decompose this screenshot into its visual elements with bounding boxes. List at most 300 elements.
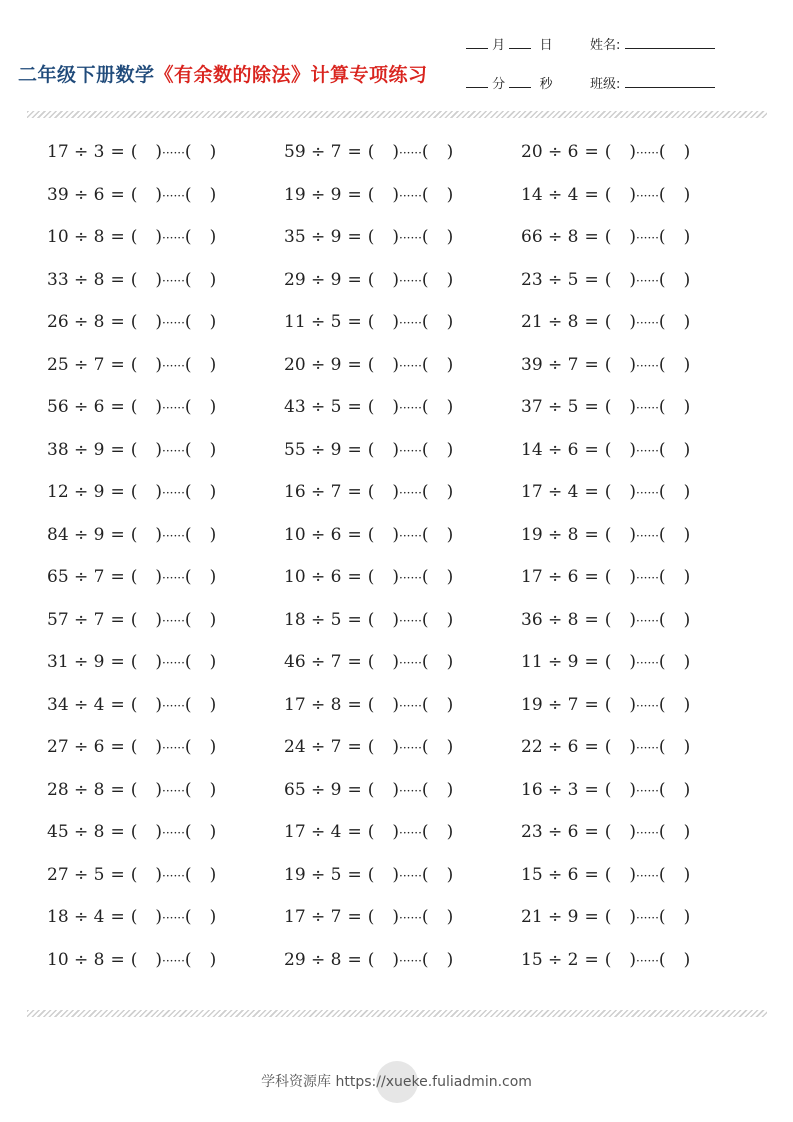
division-expression: 33 ÷ 8 [47,269,105,290]
remainder-dots: ······ [636,273,659,288]
remainder-dots: ······ [399,656,422,670]
division-expression: 16 ÷ 3 [521,779,579,800]
equals-sign: = [110,694,125,715]
quotient-open: ( [604,439,612,460]
quotient-close: ) [629,694,637,715]
remainder-open: ( [421,184,429,205]
quotient-close: ) [392,524,400,545]
problem-row [0,567,793,610]
remainder-open: ( [658,949,666,970]
problem-item [47,822,216,842]
remainder-open: ( [184,567,192,587]
equals-sign: = [110,354,125,375]
problem-item [521,142,690,162]
equals-sign: = [347,949,362,970]
remainder-dots: ······ [636,528,659,543]
problem-item [284,907,453,927]
problem-item [521,865,690,885]
remainder-close: ) [209,142,217,162]
quotient-close: ) [392,822,400,842]
division-expression: 20 ÷ 9 [284,354,342,375]
quotient-close: ) [392,269,400,290]
quotient-close: ) [629,269,637,290]
problem-item [284,780,453,800]
second-blank[interactable] [509,75,531,88]
remainder-dots: ······ [399,273,422,288]
quotient-open: ( [130,354,138,375]
problem-row [0,440,793,483]
remainder-dots: ······ [162,953,185,968]
division-expression: 17 ÷ 8 [284,694,342,715]
problem-row [0,737,793,780]
quotient-open: ( [604,737,612,757]
equals-sign: = [110,184,125,205]
quotient-open: ( [604,482,612,502]
equals-sign: = [584,864,599,885]
remainder-close: ) [209,737,217,757]
equals-sign: = [584,439,599,460]
equals-sign: = [110,737,125,757]
remainder-open: ( [184,439,192,460]
remainder-open: ( [421,227,429,247]
remainder-close: ) [446,567,454,587]
remainder-close: ) [446,609,454,630]
division-expression: 45 ÷ 8 [47,822,105,842]
problem-row [0,227,793,270]
problem-item [284,737,453,757]
equals-sign: = [347,397,362,417]
remainder-close: ) [446,822,454,842]
remainder-open: ( [184,524,192,545]
quotient-open: ( [130,949,138,970]
division-expression: 21 ÷ 9 [521,907,579,927]
problem-item [284,865,453,885]
remainder-dots: ······ [162,613,185,628]
remainder-dots: ······ [636,146,659,160]
quotient-close: ) [629,184,637,205]
remainder-dots: ······ [162,741,185,755]
quotient-open: ( [604,312,612,332]
quotient-open: ( [130,694,138,715]
equals-sign: = [347,184,362,205]
quotient-close: ) [155,822,163,842]
title-grade: 二年级下册数学 [18,64,155,86]
equals-sign: = [110,907,125,927]
division-expression: 19 ÷ 7 [521,694,579,715]
remainder-open: ( [184,482,192,502]
quotient-close: ) [629,524,637,545]
problem-row [0,950,793,993]
quotient-open: ( [130,269,138,290]
remainder-dots: ······ [162,486,185,500]
remainder-open: ( [421,482,429,502]
quotient-close: ) [155,737,163,757]
problem-item [47,907,216,927]
remainder-dots: ······ [162,911,185,925]
remainder-dots: ······ [399,911,422,925]
problem-item [284,397,453,417]
remainder-dots: ······ [162,826,185,840]
problem-item [47,185,216,205]
quotient-close: ) [629,609,637,630]
remainder-dots: ······ [636,443,659,458]
problem-item [521,355,690,375]
equals-sign: = [347,269,362,290]
division-expression: 57 ÷ 7 [47,609,105,630]
problem-row [0,865,793,908]
quotient-open: ( [130,737,138,757]
remainder-close: ) [209,822,217,842]
remainder-open: ( [658,737,666,757]
remainder-open: ( [421,694,429,715]
quotient-close: ) [629,779,637,800]
remainder-open: ( [658,524,666,545]
division-expression: 28 ÷ 8 [47,779,105,800]
day-blank[interactable] [509,36,531,49]
equals-sign: = [110,779,125,800]
remainder-open: ( [184,397,192,417]
remainder-close: ) [209,907,217,927]
second-label: 秒 [539,77,553,92]
problem-item [47,227,216,247]
remainder-close: ) [683,312,691,332]
equals-sign: = [584,822,599,842]
remainder-close: ) [446,652,454,672]
remainder-open: ( [421,439,429,460]
equals-sign: = [347,694,362,715]
division-expression: 26 ÷ 8 [47,312,105,332]
equals-sign: = [584,779,599,800]
remainder-open: ( [658,694,666,715]
division-expression: 37 ÷ 5 [521,397,579,417]
remainder-open: ( [421,652,429,672]
division-expression: 19 ÷ 8 [521,524,579,545]
quotient-close: ) [629,482,637,502]
remainder-dots: ······ [636,868,659,883]
quotient-open: ( [367,737,375,757]
quotient-close: ) [392,482,400,502]
quotient-open: ( [367,482,375,502]
quotient-open: ( [130,864,138,885]
remainder-close: ) [683,652,691,672]
remainder-close: ) [683,269,691,290]
equals-sign: = [110,822,125,842]
quotient-close: ) [629,737,637,757]
division-expression: 17 ÷ 4 [521,482,579,502]
remainder-dots: ······ [162,146,185,160]
quotient-open: ( [367,609,375,630]
remainder-open: ( [658,907,666,927]
remainder-dots: ······ [399,188,422,203]
remainder-close: ) [683,822,691,842]
problem-item [47,525,216,545]
quotient-close: ) [155,567,163,587]
remainder-dots: ······ [636,316,659,330]
problem-item [284,610,453,630]
remainder-open: ( [658,269,666,290]
quotient-open: ( [130,397,138,417]
division-expression: 36 ÷ 8 [521,609,579,630]
remainder-close: ) [446,397,454,417]
division-expression: 19 ÷ 5 [284,864,342,885]
problem-item [47,270,216,290]
quotient-close: ) [155,864,163,885]
problem-item [521,695,690,715]
quotient-open: ( [367,524,375,545]
problem-item [521,950,690,970]
remainder-close: ) [446,864,454,885]
remainder-dots: ······ [636,911,659,925]
remainder-close: ) [446,907,454,927]
quotient-close: ) [392,397,400,417]
bottom-divider [27,1010,767,1017]
problem-item [284,142,453,162]
remainder-dots: ······ [399,868,422,883]
equals-sign: = [110,142,125,162]
month-blank[interactable] [466,36,488,49]
quotient-open: ( [604,354,612,375]
equals-sign: = [110,227,125,247]
remainder-open: ( [421,949,429,970]
problem-item [47,142,216,162]
equals-sign: = [110,397,125,417]
division-expression: 29 ÷ 8 [284,949,342,970]
quotient-close: ) [155,609,163,630]
remainder-dots: ······ [399,571,422,585]
quotient-open: ( [367,184,375,205]
remainder-open: ( [184,184,192,205]
time-line [466,73,553,92]
name-field[interactable] [625,36,715,49]
quotient-open: ( [367,822,375,842]
problem-row [0,780,793,823]
remainder-dots: ······ [399,528,422,543]
remainder-open: ( [658,354,666,375]
remainder-dots: ······ [636,783,659,798]
division-expression: 29 ÷ 9 [284,269,342,290]
division-expression: 15 ÷ 2 [521,949,579,970]
division-expression: 10 ÷ 6 [284,567,342,587]
problem-item [47,397,216,417]
quotient-open: ( [130,822,138,842]
remainder-dots: ······ [162,528,185,543]
equals-sign: = [584,524,599,545]
problem-item [284,185,453,205]
remainder-open: ( [184,779,192,800]
name-label: 姓名: [590,38,621,53]
remainder-close: ) [683,949,691,970]
division-expression: 35 ÷ 9 [284,227,342,247]
quotient-close: ) [155,907,163,927]
remainder-dots: ······ [399,783,422,798]
remainder-dots: ······ [636,698,659,713]
problem-item [47,567,216,587]
quotient-close: ) [392,142,400,162]
division-expression: 27 ÷ 6 [47,737,105,757]
remainder-close: ) [683,397,691,417]
remainder-close: ) [209,439,217,460]
problem-item [47,652,216,672]
worksheet-title [18,60,428,87]
remainder-close: ) [209,227,217,247]
division-expression: 59 ÷ 7 [284,142,342,162]
quotient-close: ) [629,312,637,332]
division-expression: 24 ÷ 7 [284,737,342,757]
division-expression: 65 ÷ 9 [284,779,342,800]
equals-sign: = [584,184,599,205]
remainder-close: ) [209,779,217,800]
problem-item [47,865,216,885]
problem-item [284,312,453,332]
division-expression: 10 ÷ 8 [47,227,105,247]
equals-sign: = [347,227,362,247]
remainder-close: ) [209,482,217,502]
problem-item [47,482,216,502]
remainder-open: ( [421,524,429,545]
quotient-open: ( [604,779,612,800]
equals-sign: = [584,354,599,375]
quotient-open: ( [604,397,612,417]
remainder-close: ) [683,694,691,715]
problem-item [521,567,690,587]
remainder-dots: ······ [636,486,659,500]
remainder-dots: ······ [162,188,185,203]
problem-item [521,610,690,630]
division-expression: 21 ÷ 8 [521,312,579,332]
equals-sign: = [347,524,362,545]
remainder-open: ( [184,864,192,885]
remainder-open: ( [184,822,192,842]
remainder-open: ( [421,864,429,885]
quotient-open: ( [130,142,138,162]
remainder-dots: ······ [162,783,185,798]
quotient-open: ( [604,907,612,927]
division-expression: 19 ÷ 9 [284,184,342,205]
remainder-dots: ······ [399,741,422,755]
division-expression: 17 ÷ 3 [47,142,105,162]
remainder-open: ( [658,822,666,842]
division-expression: 66 ÷ 8 [521,227,579,247]
problem-item [521,907,690,927]
problem-item [284,567,453,587]
remainder-close: ) [446,524,454,545]
problem-row [0,482,793,525]
remainder-open: ( [421,822,429,842]
quotient-open: ( [604,184,612,205]
remainder-close: ) [446,184,454,205]
equals-sign: = [110,864,125,885]
quotient-open: ( [604,864,612,885]
quotient-open: ( [367,907,375,927]
quotient-open: ( [130,907,138,927]
class-field[interactable] [625,75,715,88]
remainder-open: ( [184,949,192,970]
quotient-open: ( [367,949,375,970]
division-expression: 23 ÷ 6 [521,822,579,842]
division-expression: 10 ÷ 6 [284,524,342,545]
remainder-close: ) [446,227,454,247]
quotient-close: ) [392,609,400,630]
division-expression: 14 ÷ 6 [521,439,579,460]
remainder-close: ) [446,439,454,460]
quotient-close: ) [392,737,400,757]
remainder-dots: ······ [636,826,659,840]
remainder-close: ) [209,652,217,672]
equals-sign: = [584,312,599,332]
quotient-open: ( [604,652,612,672]
remainder-dots: ······ [399,316,422,330]
equals-sign: = [347,737,362,757]
problem-row [0,185,793,228]
problem-item [521,312,690,332]
equals-sign: = [347,354,362,375]
quotient-open: ( [367,269,375,290]
quotient-close: ) [629,439,637,460]
remainder-open: ( [421,567,429,587]
problem-row [0,270,793,313]
minute-blank[interactable] [466,75,488,88]
problem-row [0,525,793,568]
equals-sign: = [584,907,599,927]
quotient-open: ( [604,822,612,842]
equals-sign: = [347,864,362,885]
problem-item [521,397,690,417]
quotient-open: ( [130,609,138,630]
quotient-open: ( [130,439,138,460]
remainder-close: ) [446,949,454,970]
problem-item [47,355,216,375]
equals-sign: = [110,524,125,545]
division-expression: 22 ÷ 6 [521,737,579,757]
division-expression: 18 ÷ 5 [284,609,342,630]
quotient-open: ( [604,524,612,545]
quotient-close: ) [155,949,163,970]
remainder-open: ( [658,652,666,672]
division-expression: 17 ÷ 7 [284,907,342,927]
remainder-dots: ······ [636,231,659,245]
quotient-open: ( [367,439,375,460]
quotient-close: ) [392,949,400,970]
equals-sign: = [584,142,599,162]
remainder-dots: ······ [636,571,659,585]
division-expression: 31 ÷ 9 [47,652,105,672]
remainder-close: ) [209,397,217,417]
remainder-open: ( [658,439,666,460]
remainder-dots: ······ [399,443,422,458]
quotient-close: ) [392,864,400,885]
division-expression: 16 ÷ 7 [284,482,342,502]
quotient-close: ) [155,269,163,290]
remainder-dots: ······ [636,613,659,628]
quotient-open: ( [130,524,138,545]
remainder-dots: ······ [162,231,185,245]
division-expression: 17 ÷ 4 [284,822,342,842]
problem-item [521,822,690,842]
division-expression: 14 ÷ 4 [521,184,579,205]
division-expression: 84 ÷ 9 [47,524,105,545]
problem-item [284,822,453,842]
remainder-dots: ······ [399,486,422,500]
remainder-close: ) [209,694,217,715]
quotient-close: ) [155,227,163,247]
division-expression: 39 ÷ 7 [521,354,579,375]
problem-item [47,440,216,460]
division-expression: 23 ÷ 5 [521,269,579,290]
problem-item [284,270,453,290]
remainder-open: ( [658,397,666,417]
remainder-close: ) [683,907,691,927]
equals-sign: = [110,439,125,460]
